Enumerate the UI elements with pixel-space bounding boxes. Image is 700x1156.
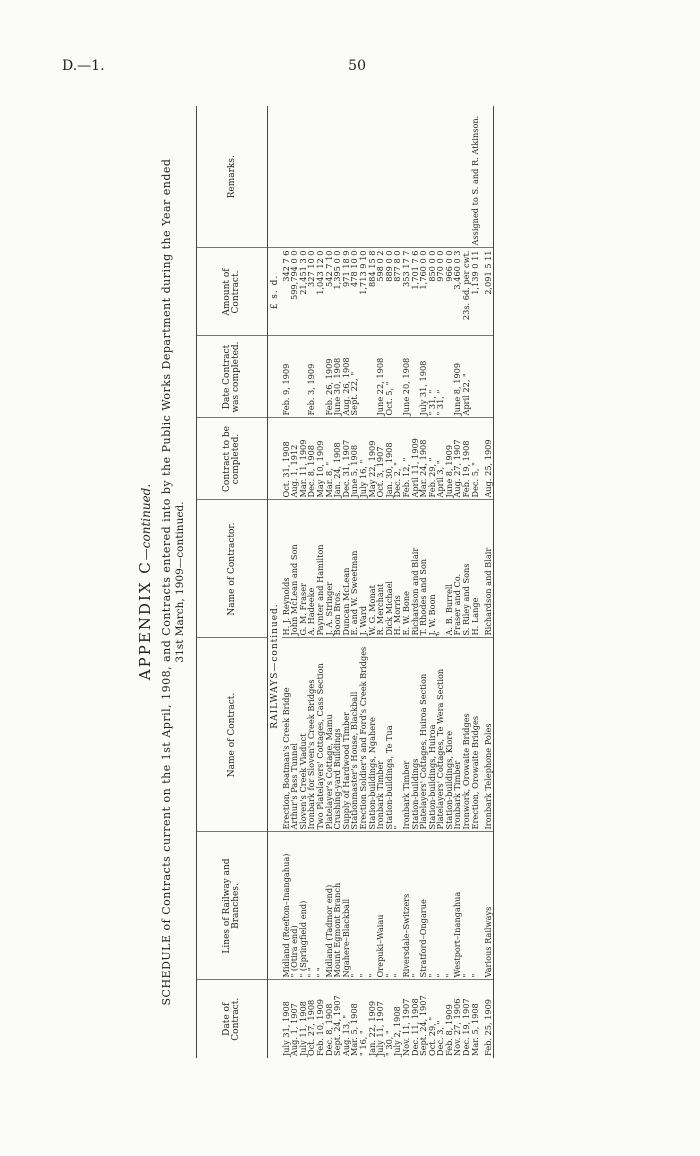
cell-to-complete: Mar. 11, 1909 (299, 418, 308, 500)
cell-to-complete: Aug. 1, 1912 (290, 418, 299, 500)
cell-remarks (453, 106, 462, 248)
cell-date: Feb. 25, 1909 (484, 980, 493, 1058)
cell-remarks (299, 106, 308, 248)
cell-to-complete: Mar. 24, 1908 (419, 418, 428, 500)
table-row (299, 106, 308, 1058)
cell-to-complete: July 16, " (359, 418, 368, 500)
cell-contractor: Boon Bros. (333, 500, 342, 638)
cell-contract: Platelayer's Cottage, Mamu (325, 638, 334, 832)
cell-date: July 2, 1908 (392, 1006, 403, 1056)
cell-to-complete: Dec. 5, " (471, 418, 480, 500)
cell-remarks (282, 106, 291, 248)
cell-date: Nov. 11, 1907 (400, 998, 411, 1056)
cell-amount: 3,460 0 3 (453, 248, 462, 336)
cell-to-complete: April 3, " (436, 418, 445, 500)
table-row (419, 106, 428, 1058)
cell-to-complete: May 10, 1909 (316, 418, 325, 500)
cell-contract: " (393, 638, 402, 832)
cell-completed (471, 336, 480, 418)
cell-contract: Station-buildings, Te Tua (385, 638, 394, 832)
cell-contract: Ironbark for Sloven's Creek Bridges (307, 638, 316, 832)
cell-contract: Ironbark Telephone Poles (484, 638, 493, 832)
cell-date: Mar. 5, 1908 (469, 1003, 480, 1056)
cell-remarks (359, 106, 368, 248)
cell-contractor: " (436, 500, 445, 638)
cell-line: Midland (Reefton–Inangahua) (282, 832, 291, 980)
cell-remarks (393, 106, 402, 248)
cell-to-complete: Aug. 25, 1909 (484, 418, 493, 500)
cell-line: " " (316, 832, 325, 980)
cell-completed: Feb. 3, 1909 (307, 336, 316, 418)
cell-completed: April 22, " (462, 336, 471, 418)
cell-contractor: H. J. Reynolds (282, 500, 291, 638)
cell-to-complete: Dec. 2, " (393, 418, 402, 500)
cell-contractor: H. Lange (471, 500, 480, 638)
cell-contractor: H. Morris (393, 500, 402, 638)
cell-remarks (342, 106, 351, 248)
cell-amount: 542 7 10 (325, 248, 334, 336)
page-header-left: D.—1. (62, 58, 105, 74)
cell-line: " (411, 832, 420, 980)
page-number: 50 (348, 58, 366, 74)
col-date: Date of Contract. (197, 980, 268, 1058)
cell-contract: Ironbark Timber (453, 638, 462, 832)
cell-date: Oct. 29, " (426, 1016, 437, 1056)
col-completed: Date Contract was completed. (197, 336, 268, 418)
cell-amount: 598 0 2 (376, 248, 385, 336)
table-row (385, 106, 394, 1058)
col-line: Lines of Railway and Branches. (197, 832, 268, 980)
cell-to-complete: June 8, 1909 (445, 418, 454, 500)
cell-amount: 478 10 0 (350, 248, 359, 336)
cell-line: " (436, 832, 445, 980)
cell-line: " (350, 832, 359, 980)
cell-amount: 970 0 0 (436, 248, 445, 336)
cell-to-complete: Jan. 30, 1908 (385, 418, 394, 500)
section-row (268, 106, 282, 1058)
cell-date: Dec. 19, 1907 (461, 998, 472, 1056)
cell-amount: 877 8 0 (393, 248, 402, 336)
cell-to-complete: Mar. 8, " (325, 418, 334, 500)
cell-amount: 353 17 7 (402, 248, 411, 336)
cell-completed: Feb. 26, 1909 (325, 336, 334, 418)
cell-contractor: S. Riley and Sons (462, 500, 471, 638)
appendix-title (136, 102, 154, 1062)
cell-completed (484, 336, 493, 418)
cell-line: " (359, 832, 368, 980)
cell-to-complete: April 11, 1909 (411, 418, 420, 500)
schedule-subtitle: SCHEDULE of Contracts current on the 1st April, 1908, and Contracts entered into by the Public Works Department during the Year ended (160, 158, 173, 1006)
cell-amount: 1,043 12 0 (316, 248, 325, 336)
col-to-complete: Contract to be completed. (197, 418, 268, 500)
cell-remarks (350, 106, 359, 248)
cell-remarks (316, 106, 325, 248)
cell-contract: Ironbark Timber (376, 638, 385, 832)
rotated-schedule (130, 102, 570, 1062)
cell-remarks (333, 106, 342, 248)
cell-date: July 11, 1908 (297, 1001, 308, 1056)
cell-contractor: A. Hadeeke (307, 500, 316, 638)
table-row (471, 106, 480, 1058)
cell-amount: 971 18 9 (342, 248, 351, 336)
cell-contractor: G. M. Fraser (299, 500, 308, 638)
cell-to-complete: June 5, 1908 (350, 418, 359, 500)
appendix-title-main: APPENDIX C (136, 560, 154, 681)
cell-contractor: Duncan McLean (342, 500, 351, 638)
col-contractor: Name of Contractor. (197, 500, 268, 638)
cell-remarks (368, 106, 377, 248)
cell-contract: Supply of Hardwood Timber (342, 638, 351, 832)
cell-date: July 31, 1908 (280, 1001, 291, 1056)
cell-completed: Sept. 22, " (350, 336, 359, 418)
cell-contract: Two Platelayers' Cottages, Cass Section (316, 638, 325, 832)
cell-line: Mount Egmont Branch (333, 832, 342, 980)
cell-completed (359, 336, 368, 418)
cell-contract: Station-buildings, Ngahere (368, 638, 377, 832)
cell-completed: " 31, " (428, 336, 437, 418)
cell-line: " (368, 832, 377, 980)
cell-contractor: Dick Michael (385, 500, 394, 638)
cell-amount: 884 15 8 (368, 248, 377, 336)
cell-line: Westport–Inangahua (453, 832, 462, 980)
cell-remarks (290, 106, 299, 248)
appendix-title-suffix: —continued. (139, 483, 153, 561)
cell-contract: Sloven's Creek Viaduct (299, 638, 308, 832)
cell-contractor: T. Rhodes and Son (419, 500, 428, 638)
cell-completed: June 30, 1908 (333, 336, 342, 418)
col-contract: Name of Contract. (197, 638, 268, 832)
cell-line: " (393, 832, 402, 980)
cell-remarks (436, 106, 445, 248)
cell-date: Oct. 27, 1908 (306, 999, 317, 1056)
cell-date: Dec. 3, " (435, 1020, 446, 1056)
cell-line: Stratford–Ongarue (419, 832, 428, 980)
cell-to-complete: Oct. 3, 1907 (376, 418, 385, 500)
cell-to-complete: Feb. 19, 1908 (462, 418, 471, 500)
cell-contract: Ironwork, Orowaite Bridges (462, 638, 471, 832)
cell-remarks (402, 106, 411, 248)
cell-line: " (445, 832, 454, 980)
cell-contractor: Paynter and Hamilton (316, 500, 325, 638)
cell-amount: 1,713 9 10 (359, 248, 368, 336)
cell-line: " (462, 832, 471, 980)
cell-contract: Erection, Boatman's Creek Bridge (282, 638, 291, 832)
cell-completed (290, 336, 299, 418)
cell-completed: " 31, " (436, 336, 445, 418)
cell-line: Midland (Tadmor end) (325, 832, 334, 980)
cell-contract: Arthur's Pass Tunnel (290, 638, 299, 832)
cell-completed: Aug. 26, 1908 (342, 336, 351, 418)
cell-to-complete: Dec. 31, 1907 (342, 418, 351, 500)
cell-date: Nov. 27, 1906 (452, 998, 463, 1056)
cell-contract: Erection Soldier's and Ford's Creek Bridges (359, 638, 368, 832)
table-header-row (197, 106, 268, 1058)
cell-date: July 11, 1907 (375, 1001, 386, 1056)
cell-completed: Oct. 5, " (385, 336, 394, 418)
cell-line: " (385, 832, 394, 980)
amount-units: £ s. d. (268, 248, 282, 336)
cell-line: Riversdale–Switzers (402, 832, 411, 980)
table-row (436, 106, 445, 1058)
cell-date: Aug. 1, 1907 (289, 1003, 300, 1056)
cell-amount: 342 7 6 (282, 248, 291, 336)
cell-amount: 21,451 3 0 (299, 248, 308, 336)
cell-completed: June 8, 1909 (453, 336, 462, 418)
cell-contractor: J. A. Stringer (325, 500, 334, 638)
cell-contractor: John McLean and Son (290, 500, 299, 638)
col-amount: Amount of Contract. (197, 248, 268, 336)
cell-date: Sept. 24, 1907 (418, 995, 429, 1056)
cell-line: Various Railways (484, 832, 493, 980)
cell-completed: June 20, 1908 (402, 336, 411, 418)
cell-contract: Ironbark Timber (402, 638, 411, 832)
cell-amount: 850 0 0 (428, 248, 437, 336)
cell-completed: July 31, 1908 (419, 336, 428, 418)
cell-remarks (325, 106, 334, 248)
cell-contract: Station-buildings, Kiore (445, 638, 454, 832)
cell-to-complete: Aug. 27, 1907 (453, 418, 462, 500)
table-row (359, 106, 368, 1058)
cell-contract: Station-buildings (411, 638, 420, 832)
cell-date: Aug. 13, " (340, 1014, 351, 1056)
cell-to-complete: Oct. 31, 1908 (282, 418, 291, 500)
table-row (484, 106, 493, 1058)
cell-remarks: Assigned to S. and R. Atkinson. (471, 106, 480, 248)
cell-line: " (Otira end) (290, 832, 299, 980)
cell-contractor: Richardson and Blair (411, 500, 420, 638)
cell-remarks (385, 106, 394, 248)
cell-contractor: Richardson and Blair (484, 500, 493, 638)
cell-amount: 889 0 0 (385, 248, 394, 336)
cell-contract: Crushing-yard Buildings (333, 638, 342, 832)
cell-contractor: Fraser and Co. (453, 500, 462, 638)
section-title: RAILWAYS—continued. (268, 500, 282, 832)
cell-contractor: E. and W. Sweetman (350, 500, 359, 638)
cell-date: " 16, " (357, 1030, 368, 1056)
cell-contractor: R. Merchant (376, 500, 385, 638)
cell-amount: 327 10 0 (307, 248, 316, 336)
cell-contractor: J. W. Boon (428, 500, 437, 638)
cell-remarks (419, 106, 428, 248)
cell-to-complete: Feb. 29, " (428, 418, 437, 500)
cell-amount: 966 0 0 (445, 248, 454, 336)
cell-amount: 1,701 7 6 (411, 248, 420, 336)
cell-remarks (445, 106, 454, 248)
cell-to-complete: May 22, 1909 (368, 418, 377, 500)
cell-remarks (307, 106, 316, 248)
cell-remarks (376, 106, 385, 248)
cell-amount: 1,139 0 11 (471, 248, 480, 336)
cell-contractor: W. G. Monat (368, 500, 377, 638)
cell-contract: Stationmaster's House, Blackball (350, 638, 359, 832)
cell-contractor: A. B. Burrell (445, 500, 454, 638)
cell-to-complete: Feb. 12, " (402, 418, 411, 500)
cell-date: Feb. 8, 1909 (443, 1004, 454, 1056)
cell-contract: Erection, Orowaite Bridges (471, 638, 480, 832)
cell-contractor: E. W. Bone (402, 500, 411, 638)
cell-completed: Feb. 9, 1909 (282, 336, 291, 418)
cell-completed: June 22, 1908 (376, 336, 385, 418)
cell-date: Feb. 10, 1909 (314, 999, 325, 1056)
cell-remarks (484, 106, 493, 248)
cell-amount: 23s. 6d. per cwt. (462, 248, 471, 336)
cell-amount: 2,091 5 11 (484, 248, 493, 336)
cell-remarks (411, 106, 420, 248)
schedule-subtitle-line2: 31st March, 1909—continued. (174, 501, 186, 663)
cell-date: Mar. 5, 1908 (349, 1003, 360, 1056)
cell-amount: 1,395 0 0 (333, 248, 342, 336)
cell-line: Orepuki–Waiau (376, 832, 385, 980)
col-remarks: Remarks. (197, 106, 268, 248)
cell-remarks (428, 106, 437, 248)
cell-line: " " (307, 832, 316, 980)
table-row (350, 106, 359, 1058)
cell-to-complete: Dec. 8, 1908 (307, 418, 316, 500)
table-row (428, 106, 437, 1058)
cell-date: Sept. 24, 1907 (332, 995, 343, 1056)
cell-line: " (471, 832, 480, 980)
cell-line: " (Springfield end) (299, 832, 308, 980)
cell-line: Ngahere–Blackball (342, 832, 351, 980)
cell-date: Jan. 22, 1909 (366, 1000, 377, 1056)
contracts-table (196, 106, 494, 1058)
cell-date: Dec. 11, 1908 (409, 998, 420, 1056)
cell-amount: 599,794 0 0 (290, 248, 299, 336)
cell-contract: Platelayers' Cottages, Huiroa Section (419, 638, 428, 832)
table-row (462, 106, 471, 1058)
cell-contractor: J. Ward (359, 500, 368, 638)
cell-contract: Platelayers' Cottages, Te Wera Section (436, 638, 445, 832)
cell-line: " (428, 832, 437, 980)
cell-amount: 1,760 0 0 (419, 248, 428, 336)
cell-date: " 30, " (383, 1030, 394, 1056)
cell-to-complete: Jan. 24, 1908 (333, 418, 342, 500)
cell-contract: Station-buildings, Huiroa (428, 638, 437, 832)
cell-date: Dec. 8, 1908 (323, 1003, 334, 1056)
